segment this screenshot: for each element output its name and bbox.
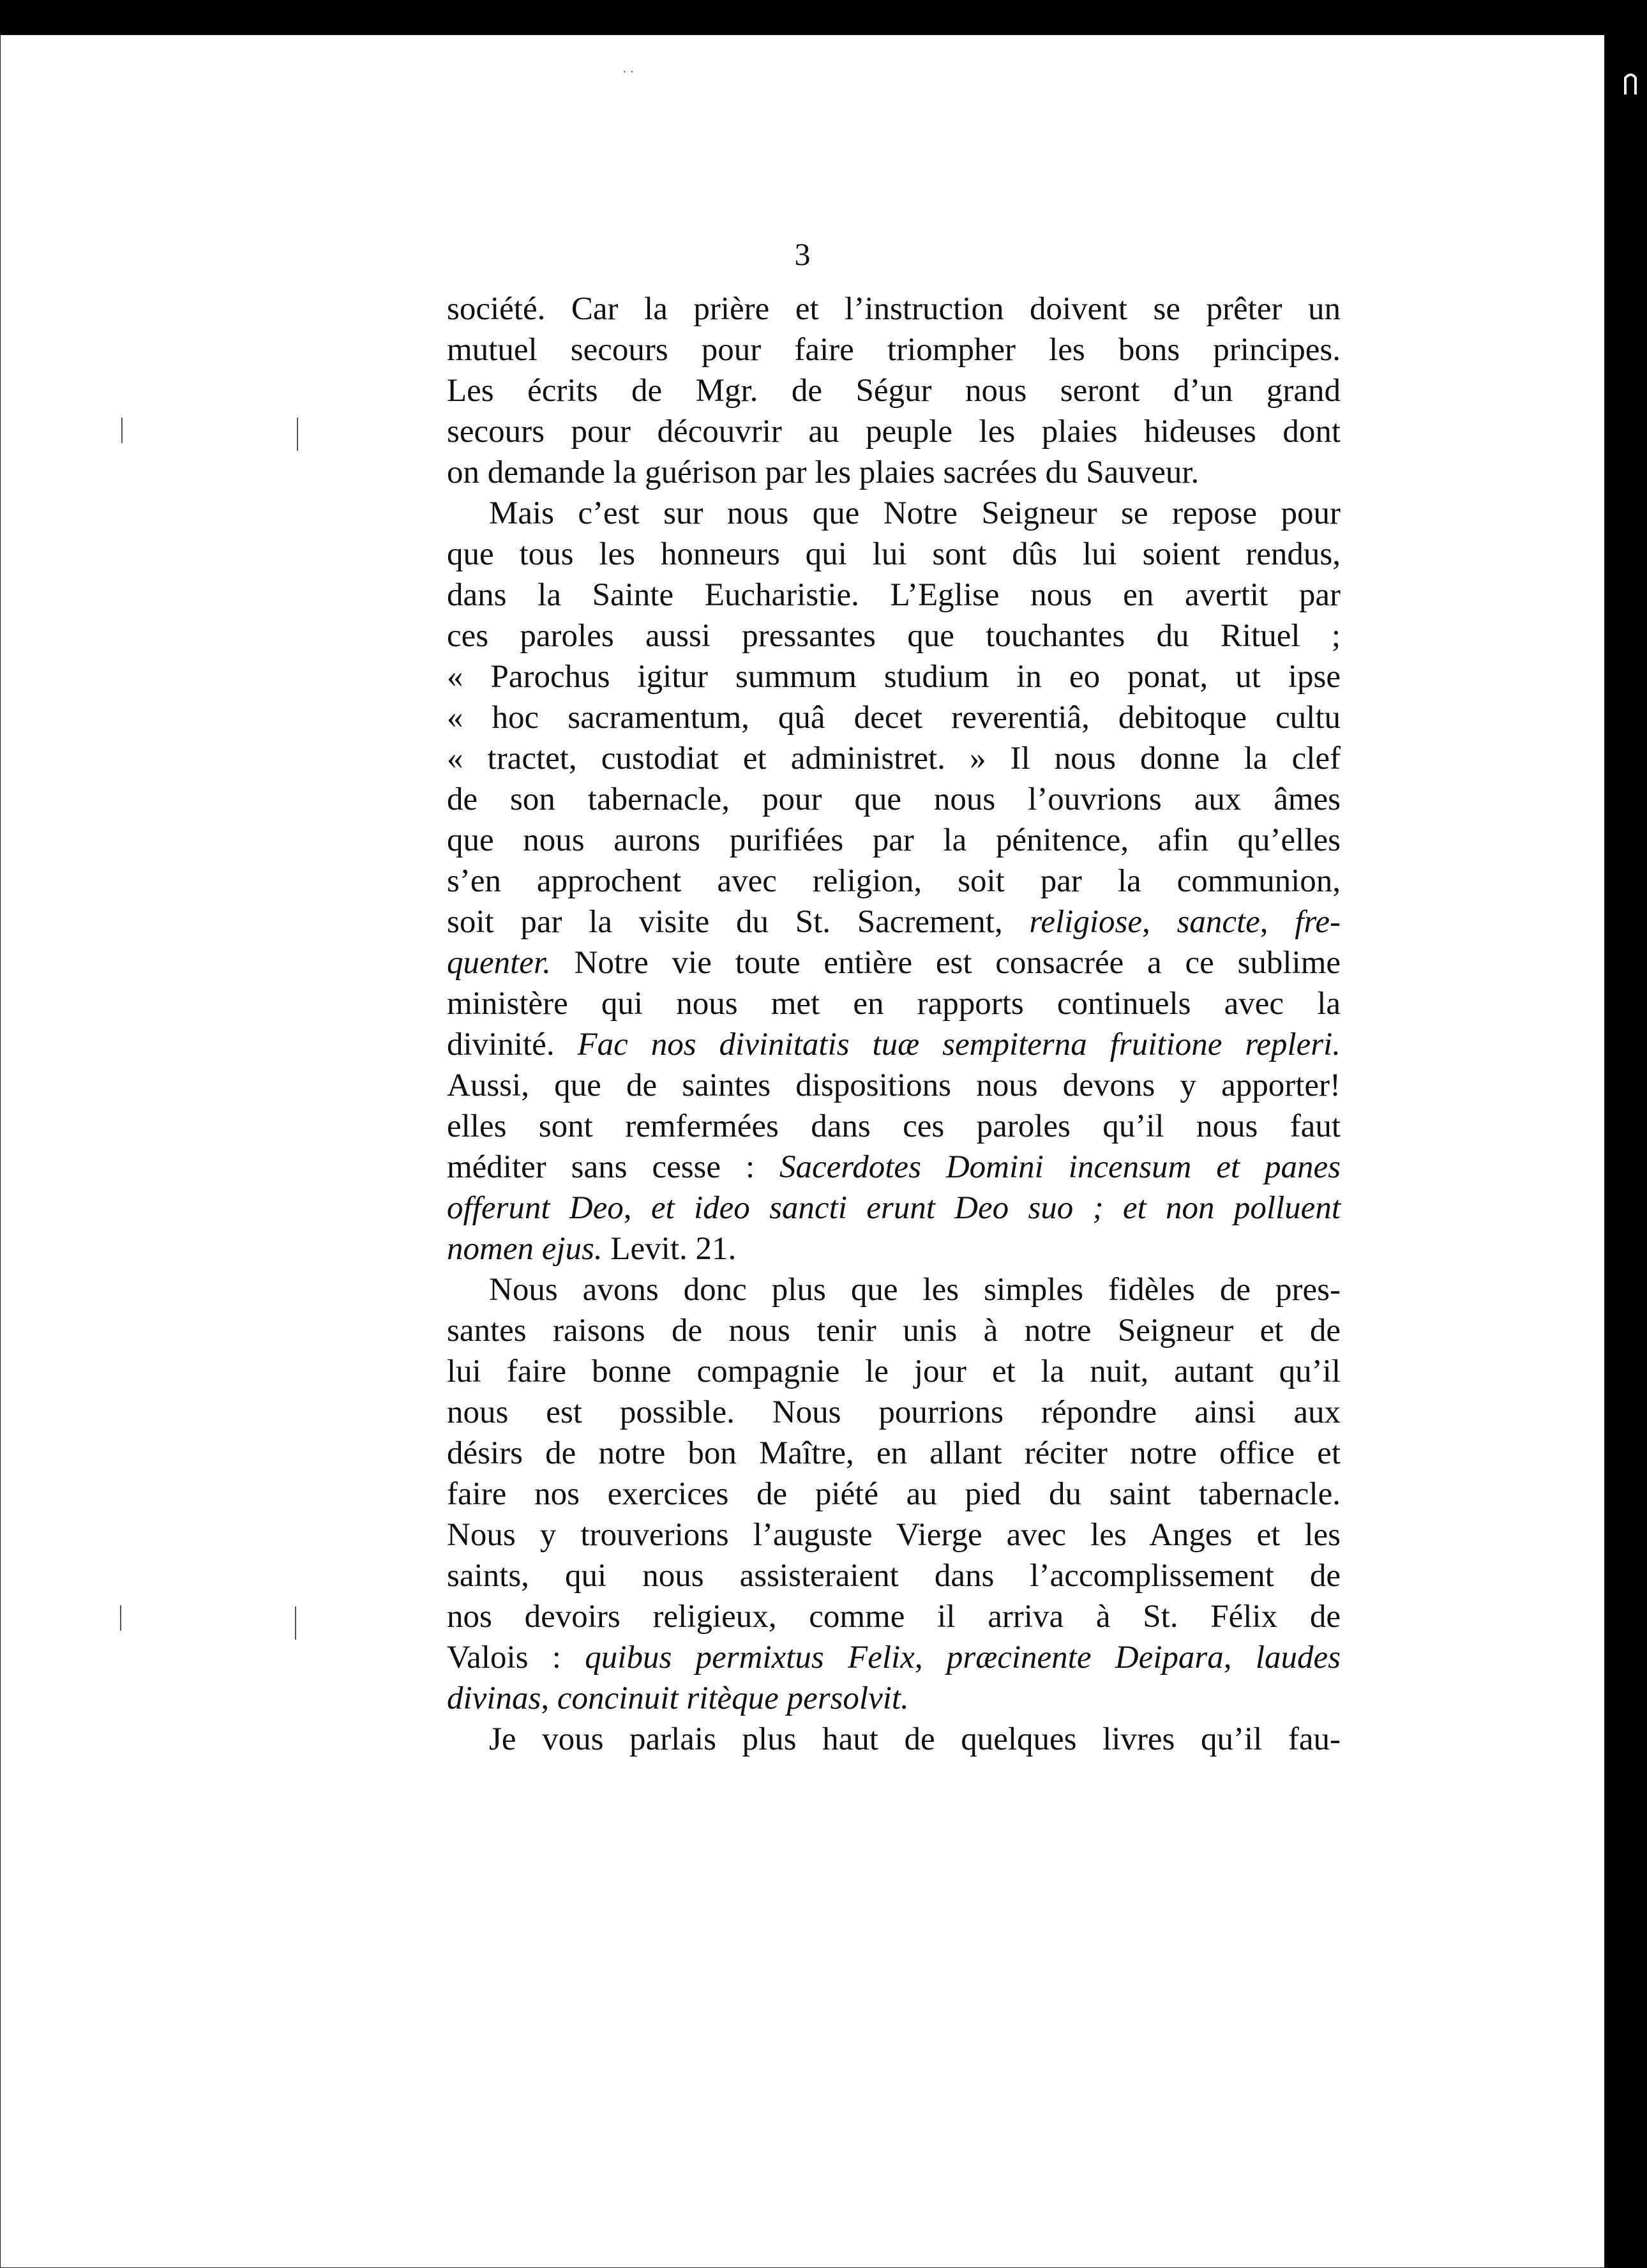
- text-run: société. Car la prière et l’instruction doivent se prêter un: [447, 291, 1341, 327]
- italic-text: et ideo sancti erunt Deo suo ; et non polluent: [651, 1190, 1341, 1226]
- text-run: nous est possible. Nous pourrions répondre ainsi aux: [447, 1395, 1341, 1430]
- text-run: on demande la guérison par les plaies sacrées du Sauveur.: [447, 455, 1200, 490]
- text-run: que nous aurons purifiées par la pénitence, afin qu’elles: [447, 822, 1341, 858]
- text-run: « tractet, custodiat et administret. » Il nous donne la clef: [447, 741, 1341, 776]
- text-line: [447, 1596, 1341, 1637]
- text-line: [447, 1147, 1341, 1188]
- text-run: ,: [623, 1190, 651, 1226]
- italic-text: sancte: [1177, 904, 1260, 940]
- edge-mark: [1621, 69, 1641, 101]
- text-line: [447, 616, 1341, 656]
- text-run: soit par la visite du St. Sacrement,: [447, 904, 1030, 940]
- text-line: [447, 779, 1341, 820]
- text-line: [447, 1310, 1341, 1351]
- text-run: faire nos exercices de piété au pied du saint tabernacle.: [447, 1476, 1341, 1512]
- scan-speck: · ·: [622, 65, 635, 79]
- text-run: Nous avons donc plus que les simples fidèles de pres-: [489, 1272, 1341, 1308]
- text-line: [447, 452, 1341, 493]
- text-line: [447, 370, 1341, 411]
- text-line: [447, 1474, 1341, 1515]
- text-line: [447, 493, 1341, 534]
- text-run: dans la Sainte Eucharistie. L’Eglise nous en avertit par: [447, 577, 1341, 613]
- text-line: [447, 1555, 1341, 1596]
- text-line: [447, 1433, 1341, 1474]
- text-run: secours pour découvrir au peuple les plaies hideuses dont: [447, 414, 1341, 450]
- page-number: 3: [794, 236, 811, 272]
- text-line: [447, 1228, 1341, 1269]
- text-line: [447, 1637, 1341, 1678]
- italic-text: concinuit ritèque persolvit.: [557, 1681, 909, 1716]
- text-run: Les écrits de Mgr. de Ségur nous seront d’un grand: [447, 373, 1341, 409]
- text-run: s’en approchent avec religion, soit par la communion,: [447, 863, 1341, 899]
- italic-text: offerunt Deo: [447, 1190, 624, 1226]
- text-line: [447, 329, 1341, 370]
- text-run: elles sont remfermées dans ces paroles qu’il nous faut: [447, 1108, 1341, 1144]
- italic-text: quibus permixtus Felix: [585, 1640, 915, 1675]
- text-line: [447, 1719, 1341, 1760]
- italic-text: laudes: [1255, 1640, 1341, 1675]
- text-line: [447, 1515, 1341, 1555]
- text-run: Notre vie toute entière est consacrée a ce sublime: [550, 945, 1341, 981]
- text-run: lui faire bonne compagnie le jour et la nuit, autant qu’il: [447, 1354, 1341, 1389]
- text-run: désirs de notre bon Maître, en allant réciter notre office et: [447, 1435, 1341, 1471]
- text-run: ces paroles aussi pressantes que touchantes du Rituel ;: [447, 618, 1341, 654]
- text-run: santes raisons de nous tenir unis à notre Seigneur et de: [447, 1313, 1341, 1349]
- text-run: ,: [1142, 904, 1177, 940]
- margin-mark: [120, 1605, 121, 1631]
- text-line: [447, 902, 1341, 942]
- italic-text: quenter.: [447, 945, 551, 981]
- text-line: [447, 534, 1341, 575]
- margin-mark: [121, 418, 123, 443]
- text-run: « hoc sacramentum, quâ decet reverentiâ, debitoque cultu: [447, 700, 1341, 736]
- text-line: [447, 820, 1341, 861]
- text-line: [447, 656, 1341, 697]
- text-run: ministère qui nous met en rapports continuels avec la: [447, 986, 1341, 1022]
- text-line: [447, 738, 1341, 779]
- text-run: Mais c’est sur nous que Notre Seigneur se repose pour: [489, 495, 1341, 531]
- text-line: [447, 289, 1341, 329]
- text-run: « Parochus igitur summum studium in eo ponat, ut ipse: [447, 659, 1341, 695]
- text-run: Je vous parlais plus haut de quelques livres qu’il fau-: [489, 1721, 1341, 1757]
- text-run: que tous les honneurs qui lui sont dûs lui soient rendus,: [447, 536, 1341, 572]
- text-run: nos devoirs religieux, comme il arriva à St. Félix de: [447, 1599, 1341, 1635]
- text-line: [447, 1678, 1341, 1719]
- text-line: [447, 1269, 1341, 1310]
- text-run: Aussi, que de saintes dispositions nous devons y apporter!: [447, 1068, 1341, 1103]
- text-line: [447, 1188, 1341, 1228]
- text-line: [447, 942, 1341, 983]
- text-run: ,: [1260, 904, 1295, 940]
- document-page: [0, 34, 1605, 2268]
- text-run: ,: [1223, 1640, 1256, 1675]
- italic-text: divinas: [447, 1681, 541, 1716]
- text-run: Valois :: [447, 1640, 585, 1675]
- text-line: [447, 1024, 1341, 1065]
- text-run: saints, qui nous assisteraient dans l’accomplissement de: [447, 1558, 1341, 1594]
- text-line: [447, 861, 1341, 902]
- margin-mark: [295, 1606, 296, 1640]
- text-run: ,: [914, 1640, 947, 1675]
- text-line: [447, 411, 1341, 452]
- italic-text: præcinente Deipara: [946, 1640, 1224, 1675]
- text-run: divinité.: [447, 1027, 578, 1062]
- italic-text: Fac nos divinitatis tuæ sempiterna fruitione repleri.: [577, 1027, 1341, 1062]
- italic-text: Sacerdotes Domini incensum et panes: [779, 1149, 1341, 1185]
- text-line: [447, 983, 1341, 1024]
- italic-text: religiose: [1029, 904, 1143, 940]
- text-line: [447, 1106, 1341, 1147]
- text-line: [447, 575, 1341, 616]
- text-run: ,: [541, 1681, 557, 1716]
- text-line: [447, 697, 1341, 738]
- text-line: [447, 1351, 1341, 1392]
- margin-mark: [297, 418, 298, 451]
- text-line: [447, 1392, 1341, 1433]
- text-run: Nous y trouverions l’auguste Vierge avec les Anges et les: [447, 1517, 1341, 1553]
- italic-text: fre-: [1295, 904, 1341, 940]
- text-line: [447, 1065, 1341, 1106]
- italic-text: nomen ejus.: [447, 1231, 603, 1267]
- text-run: de son tabernacle, pour que nous l’ouvrions aux âmes: [447, 782, 1341, 817]
- body-text: [447, 289, 1341, 1760]
- text-run: méditer sans cesse :: [447, 1149, 780, 1185]
- text-run: mutuel secours pour faire triompher les bons principes.: [447, 332, 1341, 368]
- text-run: Levit. 21.: [602, 1231, 737, 1267]
